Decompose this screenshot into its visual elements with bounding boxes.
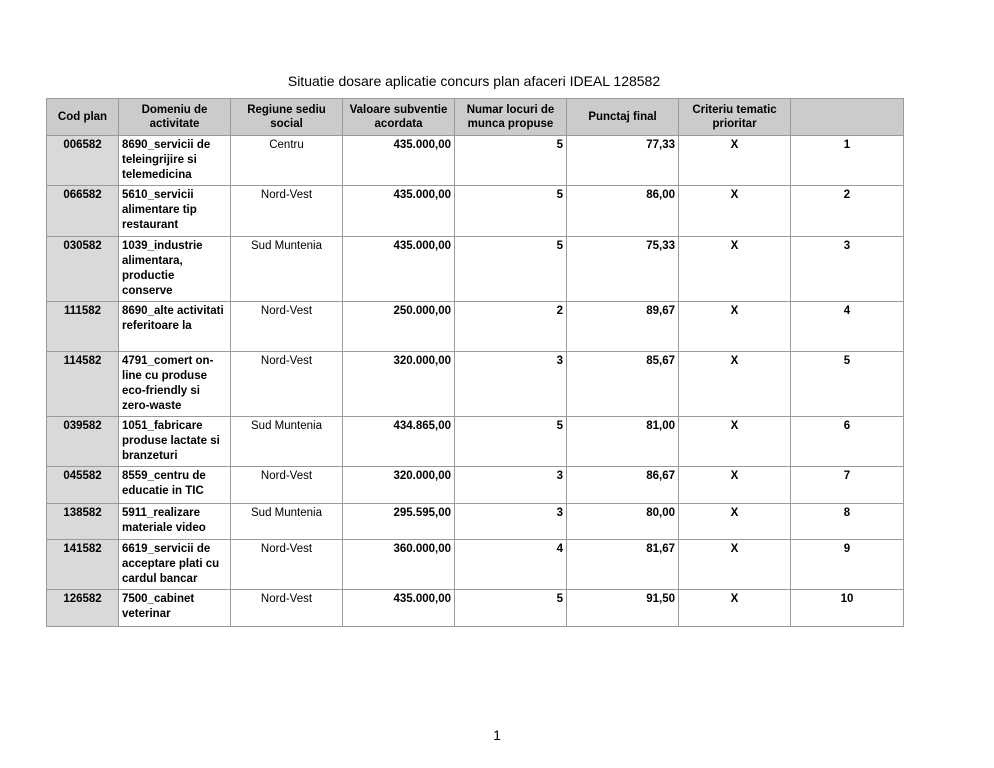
header-domeniu-activitate: Domeniu de activitate [119,99,231,136]
cell-criteriu: X [679,186,791,237]
header-rank [791,99,904,136]
table-row [47,352,904,417]
cell-criteriu: X [679,467,791,504]
table-row [47,540,904,590]
cell-locuri: 5 [455,590,567,627]
cell-domeniu: 6619_servicii de acceptare plati cu cardul bancar [119,540,231,590]
header-criteriu-tematic: Criteriu tematic prioritar [679,99,791,136]
header-numar-locuri: Numar locuri de munca propuse [455,99,567,136]
cell-criteriu: X [679,417,791,467]
cell-punctaj: 91,50 [567,590,679,627]
header-cod-plan: Cod plan [47,99,119,136]
cell-punctaj: 80,00 [567,504,679,540]
cell-cod-plan: 138582 [47,504,119,540]
document-title: Situatie dosare aplicatie concurs plan afaceri IDEAL 128582 [287,73,661,89]
cell-valoare: 250.000,00 [343,302,455,352]
cell-domeniu: 7500_cabinet veterinar [119,590,231,627]
cell-cod-plan: 126582 [47,590,119,627]
cell-domeniu: 5911_realizare materiale video [119,504,231,540]
table-header-row [47,99,904,136]
cell-regiune: Sud Muntenia [231,237,343,302]
cell-punctaj: 77,33 [567,136,679,186]
cell-criteriu: X [679,237,791,302]
cell-domeniu: 8690_alte activitati referitoare la [119,302,231,352]
cell-cod-plan: 006582 [47,136,119,186]
results-table [46,98,904,627]
table-row [47,417,904,467]
cell-rank: 2 [791,186,904,237]
cell-locuri: 3 [455,352,567,417]
cell-locuri: 2 [455,302,567,352]
cell-valoare: 434.865,00 [343,417,455,467]
cell-valoare: 360.000,00 [343,540,455,590]
header-punctaj-final: Punctaj final [567,99,679,136]
cell-punctaj: 89,67 [567,302,679,352]
cell-valoare: 320.000,00 [343,352,455,417]
header-valoare-subventie: Valoare subventie acordata [343,99,455,136]
cell-punctaj: 75,33 [567,237,679,302]
cell-domeniu: 1051_fabricare produse lactate si branzeturi [119,417,231,467]
cell-rank: 8 [791,504,904,540]
cell-valoare: 295.595,00 [343,504,455,540]
cell-regiune: Nord-Vest [231,302,343,352]
cell-criteriu: X [679,504,791,540]
cell-rank: 6 [791,417,904,467]
table-row [47,590,904,627]
table-row [47,504,904,540]
cell-criteriu: X [679,590,791,627]
cell-criteriu: X [679,540,791,590]
cell-rank: 10 [791,590,904,627]
cell-valoare: 435.000,00 [343,237,455,302]
table-row [47,237,904,302]
cell-locuri: 3 [455,467,567,504]
cell-locuri: 5 [455,186,567,237]
cell-rank: 4 [791,302,904,352]
cell-domeniu: 5610_servicii alimentare tip restaurant [119,186,231,237]
cell-regiune: Sud Muntenia [231,417,343,467]
cell-regiune: Nord-Vest [231,352,343,417]
cell-regiune: Nord-Vest [231,467,343,504]
cell-valoare: 435.000,00 [343,590,455,627]
cell-regiune: Nord-Vest [231,590,343,627]
cell-criteriu: X [679,302,791,352]
table-row [47,186,904,237]
cell-locuri: 5 [455,417,567,467]
cell-rank: 7 [791,467,904,504]
page-number: 1 [493,727,501,743]
cell-regiune: Nord-Vest [231,186,343,237]
cell-locuri: 5 [455,237,567,302]
cell-locuri: 5 [455,136,567,186]
cell-domeniu: 4791_comert on-line cu produse eco-friendly si zero-waste [119,352,231,417]
cell-cod-plan: 111582 [47,302,119,352]
cell-cod-plan: 141582 [47,540,119,590]
table-row [47,136,904,186]
cell-cod-plan: 039582 [47,417,119,467]
cell-locuri: 3 [455,504,567,540]
cell-cod-plan: 066582 [47,186,119,237]
cell-punctaj: 81,00 [567,417,679,467]
header-regiune-sediu: Regiune sediu social [231,99,343,136]
cell-criteriu: X [679,352,791,417]
cell-punctaj: 86,00 [567,186,679,237]
table-row [47,467,904,504]
cell-cod-plan: 045582 [47,467,119,504]
cell-cod-plan: 114582 [47,352,119,417]
cell-regiune: Centru [231,136,343,186]
table-row [47,302,904,352]
cell-rank: 1 [791,136,904,186]
cell-rank: 3 [791,237,904,302]
cell-domeniu: 8690_servicii de teleingrijire si telemedicina [119,136,231,186]
cell-punctaj: 86,67 [567,467,679,504]
cell-punctaj: 81,67 [567,540,679,590]
cell-rank: 9 [791,540,904,590]
cell-valoare: 435.000,00 [343,136,455,186]
cell-valoare: 320.000,00 [343,467,455,504]
cell-regiune: Sud Muntenia [231,504,343,540]
cell-locuri: 4 [455,540,567,590]
cell-punctaj: 85,67 [567,352,679,417]
cell-cod-plan: 030582 [47,237,119,302]
cell-domeniu: 1039_industrie alimentara, productie conserve [119,237,231,302]
cell-rank: 5 [791,352,904,417]
cell-valoare: 435.000,00 [343,186,455,237]
cell-regiune: Nord-Vest [231,540,343,590]
cell-criteriu: X [679,136,791,186]
cell-domeniu: 8559_centru de educatie in TIC [119,467,231,504]
